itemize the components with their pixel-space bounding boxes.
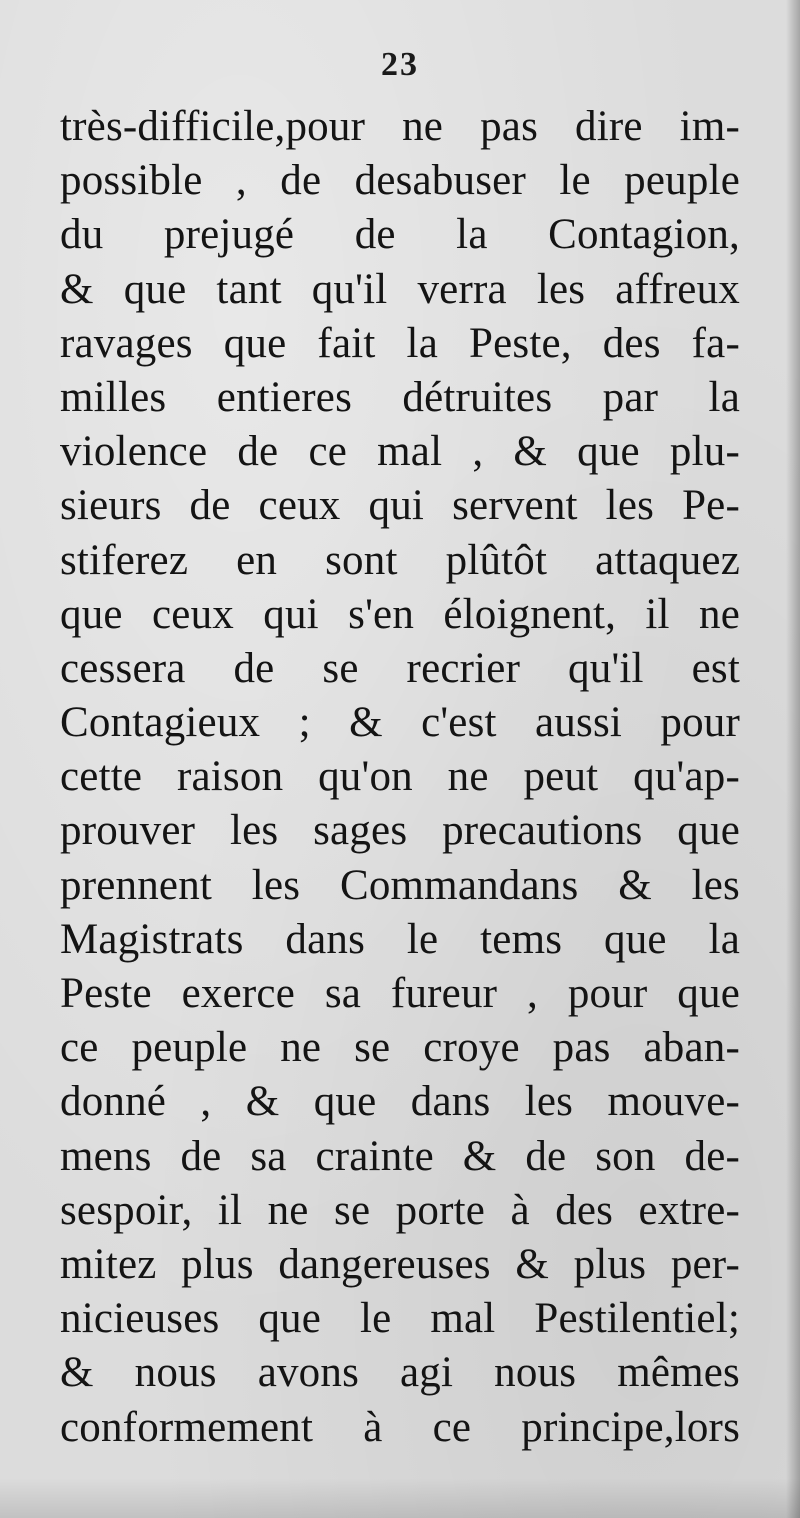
text-line: ravages que fait la Peste, des fa- xyxy=(60,319,740,367)
page-edge-shadow xyxy=(786,0,800,1518)
text-line: du prejugé de la Contagion, xyxy=(60,211,740,259)
body-text xyxy=(60,100,740,1455)
text-line: conformement à ce principe,lors xyxy=(60,1403,740,1451)
text-line: violence de ce mal , & que plu- xyxy=(60,428,740,476)
text-line: donné , & que dans les mouve- xyxy=(60,1078,740,1126)
text-line: prouver les sages precautions que xyxy=(60,807,740,855)
page-bottom-shadow xyxy=(0,1478,800,1518)
text-line: sespoir, il ne se porte à des extre- xyxy=(60,1186,740,1234)
text-line: & nous avons agi nous mêmes xyxy=(60,1349,740,1397)
text-line: très-difficile,pour ne pas dire im- xyxy=(60,103,740,150)
page-number: 23 xyxy=(381,46,419,83)
text-line: Peste exerce sa fureur , pour que xyxy=(60,970,740,1017)
text-line: mitez plus dangereuses & plus per- xyxy=(60,1240,740,1288)
text-line: ce peuple ne se croye pas aban- xyxy=(60,1024,740,1072)
text-line: nicieuses que le mal Pestilentiel; xyxy=(60,1295,740,1343)
text-line: mens de sa crainte & de son de- xyxy=(60,1132,740,1180)
text-line: cette raison qu'on ne peut qu'ap- xyxy=(60,753,740,801)
text-line: stiferez en sont plûtôt attaquez xyxy=(60,536,740,584)
text-line: sieurs de ceux qui servent les Pe- xyxy=(60,482,740,530)
text-line: prennent les Commandans & les xyxy=(60,861,740,909)
text-line: Contagieux ; & c'est aussi pour xyxy=(60,699,740,747)
text-line: possible , de desabuser le peuple xyxy=(60,157,740,205)
text-line: milles entieres détruites par la xyxy=(60,373,740,421)
text-line: que ceux qui s'en éloignent, il ne xyxy=(60,590,740,638)
text-line: cessera de se recrier qu'il est xyxy=(60,644,740,692)
text-line: & que tant qu'il verra les affreux xyxy=(60,265,740,313)
text-line: Magistrats dans le tems que la xyxy=(60,915,740,963)
